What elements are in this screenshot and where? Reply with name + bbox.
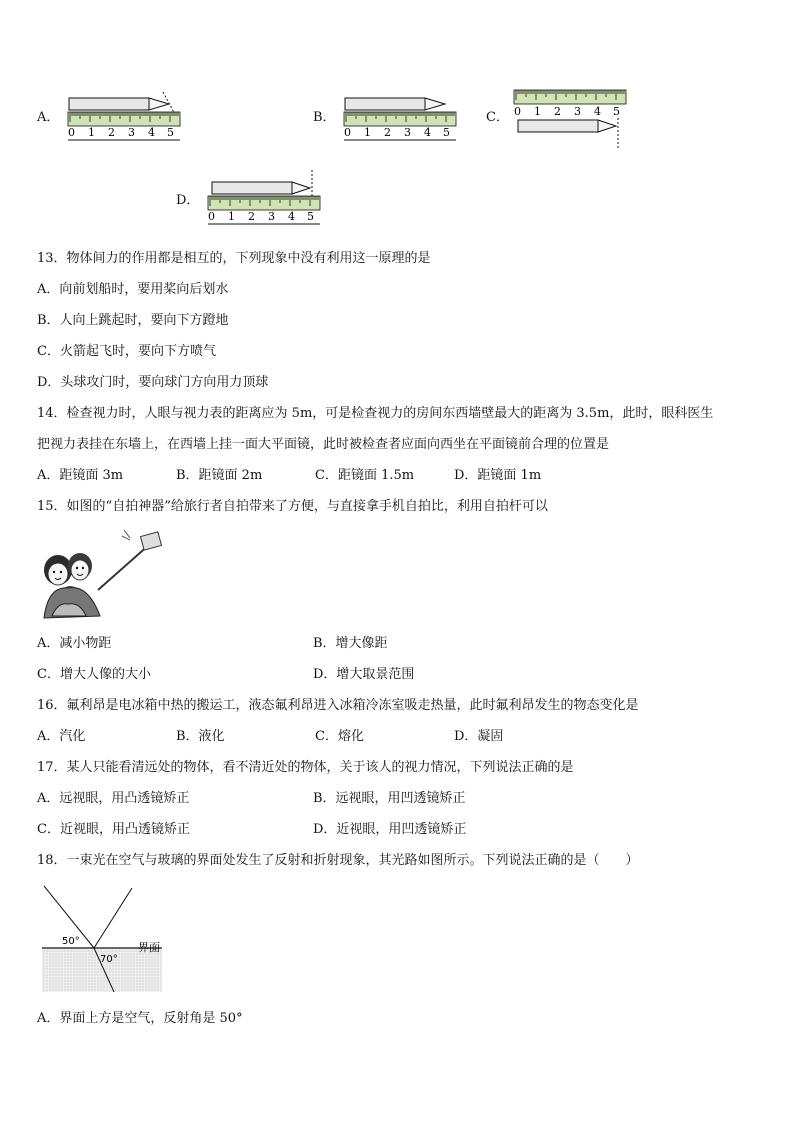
svg-text:5: 5	[443, 126, 450, 139]
svg-text:2: 2	[108, 126, 115, 139]
q16-option-c: C．熔化	[315, 729, 364, 744]
q17-option-a: A．远视眼，用凸透镜矫正	[37, 791, 190, 806]
q12-option-c-label: C．	[486, 110, 509, 125]
q16-option-b: B．液化	[176, 729, 225, 744]
reflected-ray	[94, 888, 132, 948]
svg-text:2: 2	[384, 126, 391, 139]
q13-option-a: A．向前划船时，要用桨向后划水	[37, 282, 229, 297]
svg-text:3: 3	[268, 210, 275, 223]
q12-ruler-figure-a	[66, 92, 186, 146]
interface-label: 界面	[138, 941, 160, 954]
q14-stem-line2: 把视力表挂在东墙上，在西墙上挂一面大平面镜，此时被检查者应面向西坐在平面镜前合理的位置是	[37, 437, 610, 452]
q12-option-b-label: B．	[313, 110, 336, 125]
svg-text:5: 5	[167, 126, 174, 139]
q16-option-a: A．汽化	[37, 729, 86, 744]
q15-option-a: A．减小物距	[37, 636, 112, 651]
svg-text:5: 5	[613, 105, 620, 118]
selfie-stick-illustration	[38, 528, 163, 620]
svg-text:3: 3	[574, 105, 581, 118]
q15-option-b: B．增大像距	[313, 636, 388, 651]
svg-text:4: 4	[424, 126, 431, 139]
svg-text:3: 3	[128, 126, 135, 139]
q14-option-a: A．距镜面 3m	[37, 468, 124, 483]
q18-option-a: A．界面上方是空气，反射角是 50°	[37, 1011, 243, 1026]
svg-text:4: 4	[148, 126, 155, 139]
q12-ruler-figure-b	[342, 92, 462, 146]
svg-text:1: 1	[534, 105, 541, 118]
q17-option-d: D．近视眼，用凹透镜矫正	[313, 822, 467, 837]
q15-stem: 15．如图的“自拍神器”给旅行者自拍带来了方便，与直接拿手机自拍比，利用自拍杆可以	[37, 499, 548, 514]
q17-option-c: C．近视眼，用凸透镜矫正	[37, 822, 190, 837]
svg-text:0: 0	[68, 126, 75, 139]
svg-text:0: 0	[514, 105, 521, 118]
q15-option-d: D．增大取景范围	[313, 667, 415, 682]
angle-70-label: 70°	[100, 954, 118, 965]
svg-text:1: 1	[228, 210, 235, 223]
light-reflection-refraction-diagram	[40, 884, 180, 996]
q12-option-a-label: A．	[37, 110, 60, 125]
q13-option-c: C．火箭起飞时，要向下方喷气	[37, 344, 216, 359]
q16-stem: 16．氟利昂是电冰箱中热的搬运工，液态氟利昂进入冰箱冷冻室吸走热量，此时氟利昂发生的物态变化是	[37, 698, 639, 713]
svg-text:0: 0	[208, 210, 215, 223]
q13-option-d: D．头球攻门时，要向球门方向用力顶球	[37, 375, 269, 390]
svg-text:3: 3	[404, 126, 411, 139]
q16-option-d: D．凝固	[454, 729, 504, 744]
q17-option-b: B．远视眼，用凹透镜矫正	[313, 791, 466, 806]
q18-stem: 18．一束光在空气与玻璃的界面处发生了反射和折射现象，其光路如图所示。下列说法正确的是（ ）	[37, 853, 639, 868]
svg-text:2: 2	[554, 105, 561, 118]
q13-stem: 13．物体间力的作用都是相互的，下列现象中没有利用这一原理的是	[37, 251, 431, 266]
q14-stem-line1: 14．检查视力时，人眼与视力表的距离应为 5m，可是检查视力的房间东西墙壁最大的距离为 3.5m，此时，眼科医生	[37, 406, 714, 421]
svg-text:2: 2	[248, 210, 255, 223]
angle-50-label: 50°	[62, 936, 80, 947]
q12-ruler-figure-c	[512, 88, 636, 150]
q14-option-b: B．距镜面 2m	[176, 468, 263, 483]
q14-option-d: D．距镜面 1m	[454, 468, 542, 483]
svg-text:1: 1	[88, 126, 95, 139]
svg-text:0: 0	[344, 126, 351, 139]
q12-ruler-figure-d	[206, 170, 326, 228]
q14-option-c: C．距镜面 1.5m	[315, 468, 415, 483]
svg-text:5: 5	[307, 210, 314, 223]
q12-option-d-label: D．	[176, 193, 200, 208]
q17-stem: 17．某人只能看清远处的物体，看不清近处的物体，关于该人的视力情况，下列说法正确的是	[37, 760, 574, 775]
svg-text:4: 4	[288, 210, 295, 223]
q15-option-c: C．增大人像的大小	[37, 667, 151, 682]
svg-text:1: 1	[364, 126, 371, 139]
q13-option-b: B．人向上跳起时，要向下方蹬地	[37, 313, 229, 328]
svg-text:4: 4	[594, 105, 601, 118]
